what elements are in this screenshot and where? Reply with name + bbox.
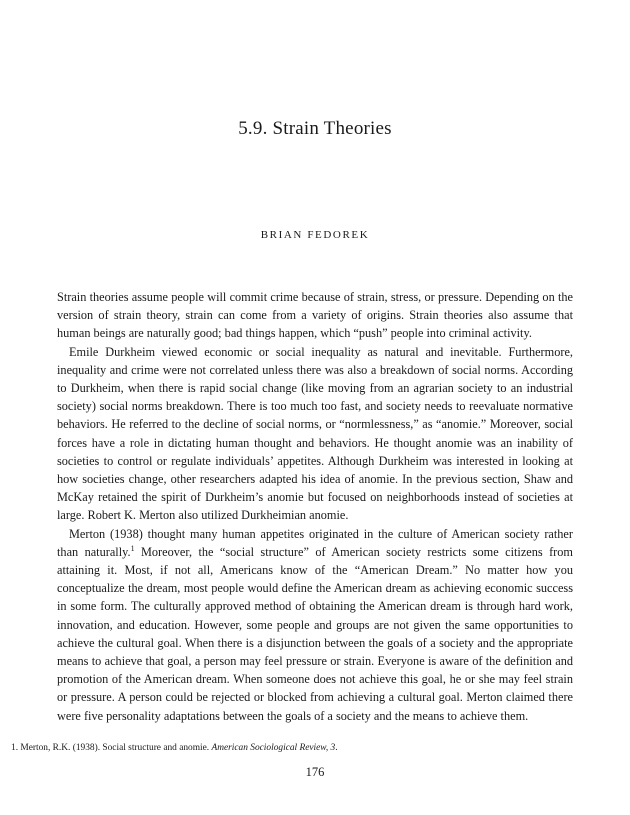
footnote-citation: Merton, R.K. (1938). Social structure and anomie. — [18, 743, 212, 753]
footnote-journal: American Sociological Review, 3 — [211, 743, 336, 753]
body-text — [57, 288, 573, 725]
author-name: BRIAN FEDOREK — [260, 229, 370, 241]
footnote-reference-mark[interactable]: 1 — [130, 543, 135, 553]
page-number: 176 — [305, 765, 325, 779]
paragraph-3-before-ref: Merton (1938) thought many human appetites originated in the culture of American society rather than naturally. — [57, 526, 573, 559]
footnote — [0, 743, 630, 753]
paragraph-3-after-ref: Moreover, the “social structure” of American society restricts some citizens from attaining it. Most, if not all, Americans know of the “American Dream.” No matter how you conceptualize the dream, most people would define the American dream as achieving economic success in some form. The culturally approved method of obtaining the American dream is through hard work, innovation, and education. However, some people and groups are not given the same opportunities to achieve the cultural goal. When there is a disjunction between the goals of a society and the appropriate means to achieve that goal, a person may feel pressure or strain. Everyone is aware of the definition and promotion of the American dream. When someone does not achieve this goal, he or she may feel strain or pressure. A person could be rejected or blocked from achieving a cultural goal. Merton claimed there were five personality adaptations between the goals of a society and the means to achieve them. — [57, 544, 573, 723]
footnote-end: . — [335, 743, 338, 753]
footnote-number: 1. — [11, 743, 19, 753]
page-title: 5.9. Strain Theories — [238, 118, 392, 139]
paragraph-2: Emile Durkheim viewed economic or social inequality as natural and inevitable. Furthermore, inequality and crime were not correlated unless there was also a breakdown of social norms. According to Durkheim, when there is rapid social change (like moving from an agrarian society to an industrial society) social norms breakdown. There is too much too fast, and society needs to reevaluate normative behaviors. He referred to the decline of social norms, or “normlessness,” as “anomie.” Moreover, social forces have a role in dictating human thought and behaviors. He thought anomie was an inability of societies to control or regulate individuals’ appetites. Although Durkheim was interested in looking at how societies change, other researchers adapted his idea of anomie. In the previous section, Shaw and McKay retained the spirit of Durkheim’s anomie but focused on neighborhoods instead of societies at large. Robert K. Merton also utilized Durkheimian anomie. — [57, 344, 573, 523]
paragraph-1: Strain theories assume people will commit crime because of strain, stress, or pressure. Depending on the version of strain theory, strain can come from a variety of origins. Strain theories also assume that human beings are naturally good; bad things happen, which “push” people into criminal activity. — [57, 290, 573, 341]
paragraph-3 — [57, 525, 573, 725]
